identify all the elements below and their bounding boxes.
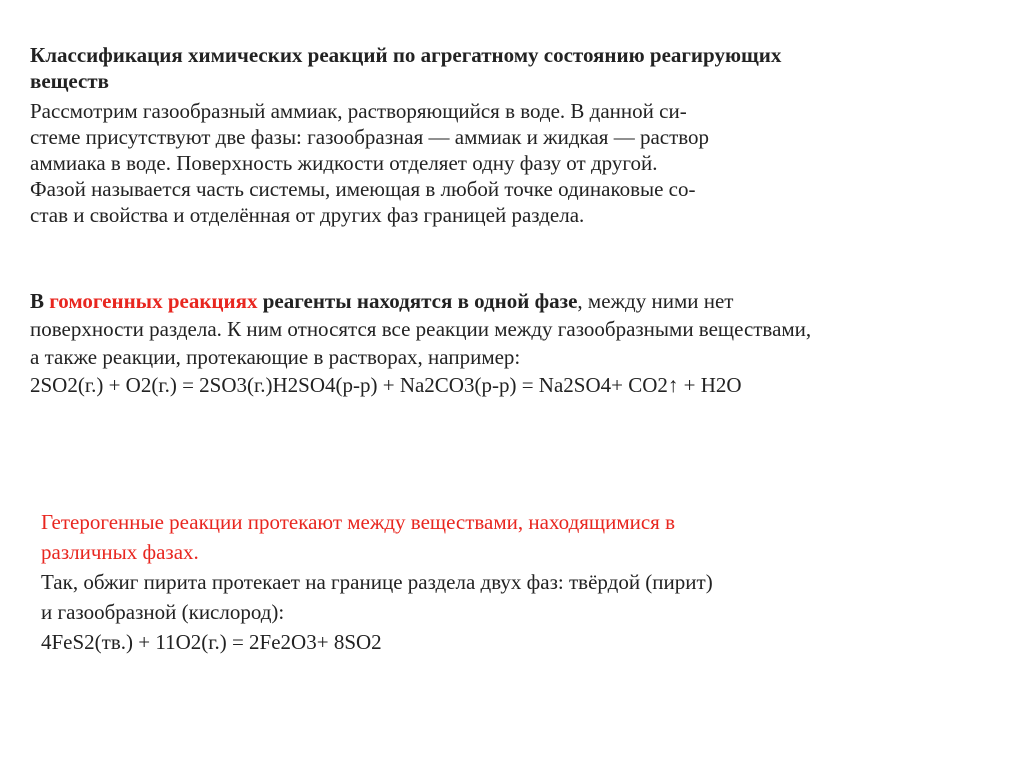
homogeneous-term: гомогенных реакциях (49, 289, 258, 313)
intro-line: Рассмотрим газообразный аммиак, растворяющийся в воде. В данной си- (30, 99, 687, 123)
heterogeneous-definition-line: различных фазах. (41, 540, 199, 564)
homogeneous-bold-rest: реагенты находятся в одной фазе (257, 289, 578, 313)
heterogeneous-line: и газообразной (кислород): (41, 600, 285, 624)
homogeneous-section (30, 287, 1010, 399)
homogeneous-line: а также реакции, протекающие в растворах, например: (30, 345, 521, 369)
title-line-2: веществ (30, 69, 109, 93)
page-title (30, 42, 1010, 94)
intro-line: Фазой называется часть системы, имеющая в любой точке одинаковые со- (30, 177, 696, 201)
heterogeneous-line: Так, обжиг пирита протекает на границе раздела двух фаз: твёрдой (пирит) (41, 570, 713, 594)
intro-line: стеме присутствуют две фазы: газообразная — аммиак и жидкая — раствор (30, 125, 710, 149)
homogeneous-definition (30, 287, 1010, 315)
title-line-1: Классификация химических реакций по агрегатному состоянию реагирующих (30, 43, 782, 67)
intro-line: аммиака в воде. Поверхность жидкости отделяет одну фазу от другой. (30, 151, 658, 175)
homogeneous-equation: 2SO2(г.) + O2(г.) = 2SO3(г.)H2SO4(р-р) + Na2CO3(р-р) = Na2SO4+ CO2↑ + H2O (30, 373, 742, 397)
homogeneous-line: поверхности раздела. К ним относятся все реакции между газообразными веществами, (30, 317, 812, 341)
homogeneous-prefix: В (30, 289, 50, 313)
heterogeneous-equation: 4FeS2(тв.) + 11O2(г.) = 2Fe2O3+ 8SO2 (41, 630, 382, 654)
intro-line: став и свойства и отделённая от других фаз границей раздела. (30, 203, 585, 227)
intro-section (30, 42, 1010, 228)
heterogeneous-definition-line: Гетерогенные реакции протекают между веществами, находящимися в (41, 510, 675, 534)
intro-paragraph (30, 98, 1010, 228)
homogeneous-rest: , между ними нет (577, 289, 734, 313)
heterogeneous-section (41, 507, 1001, 657)
